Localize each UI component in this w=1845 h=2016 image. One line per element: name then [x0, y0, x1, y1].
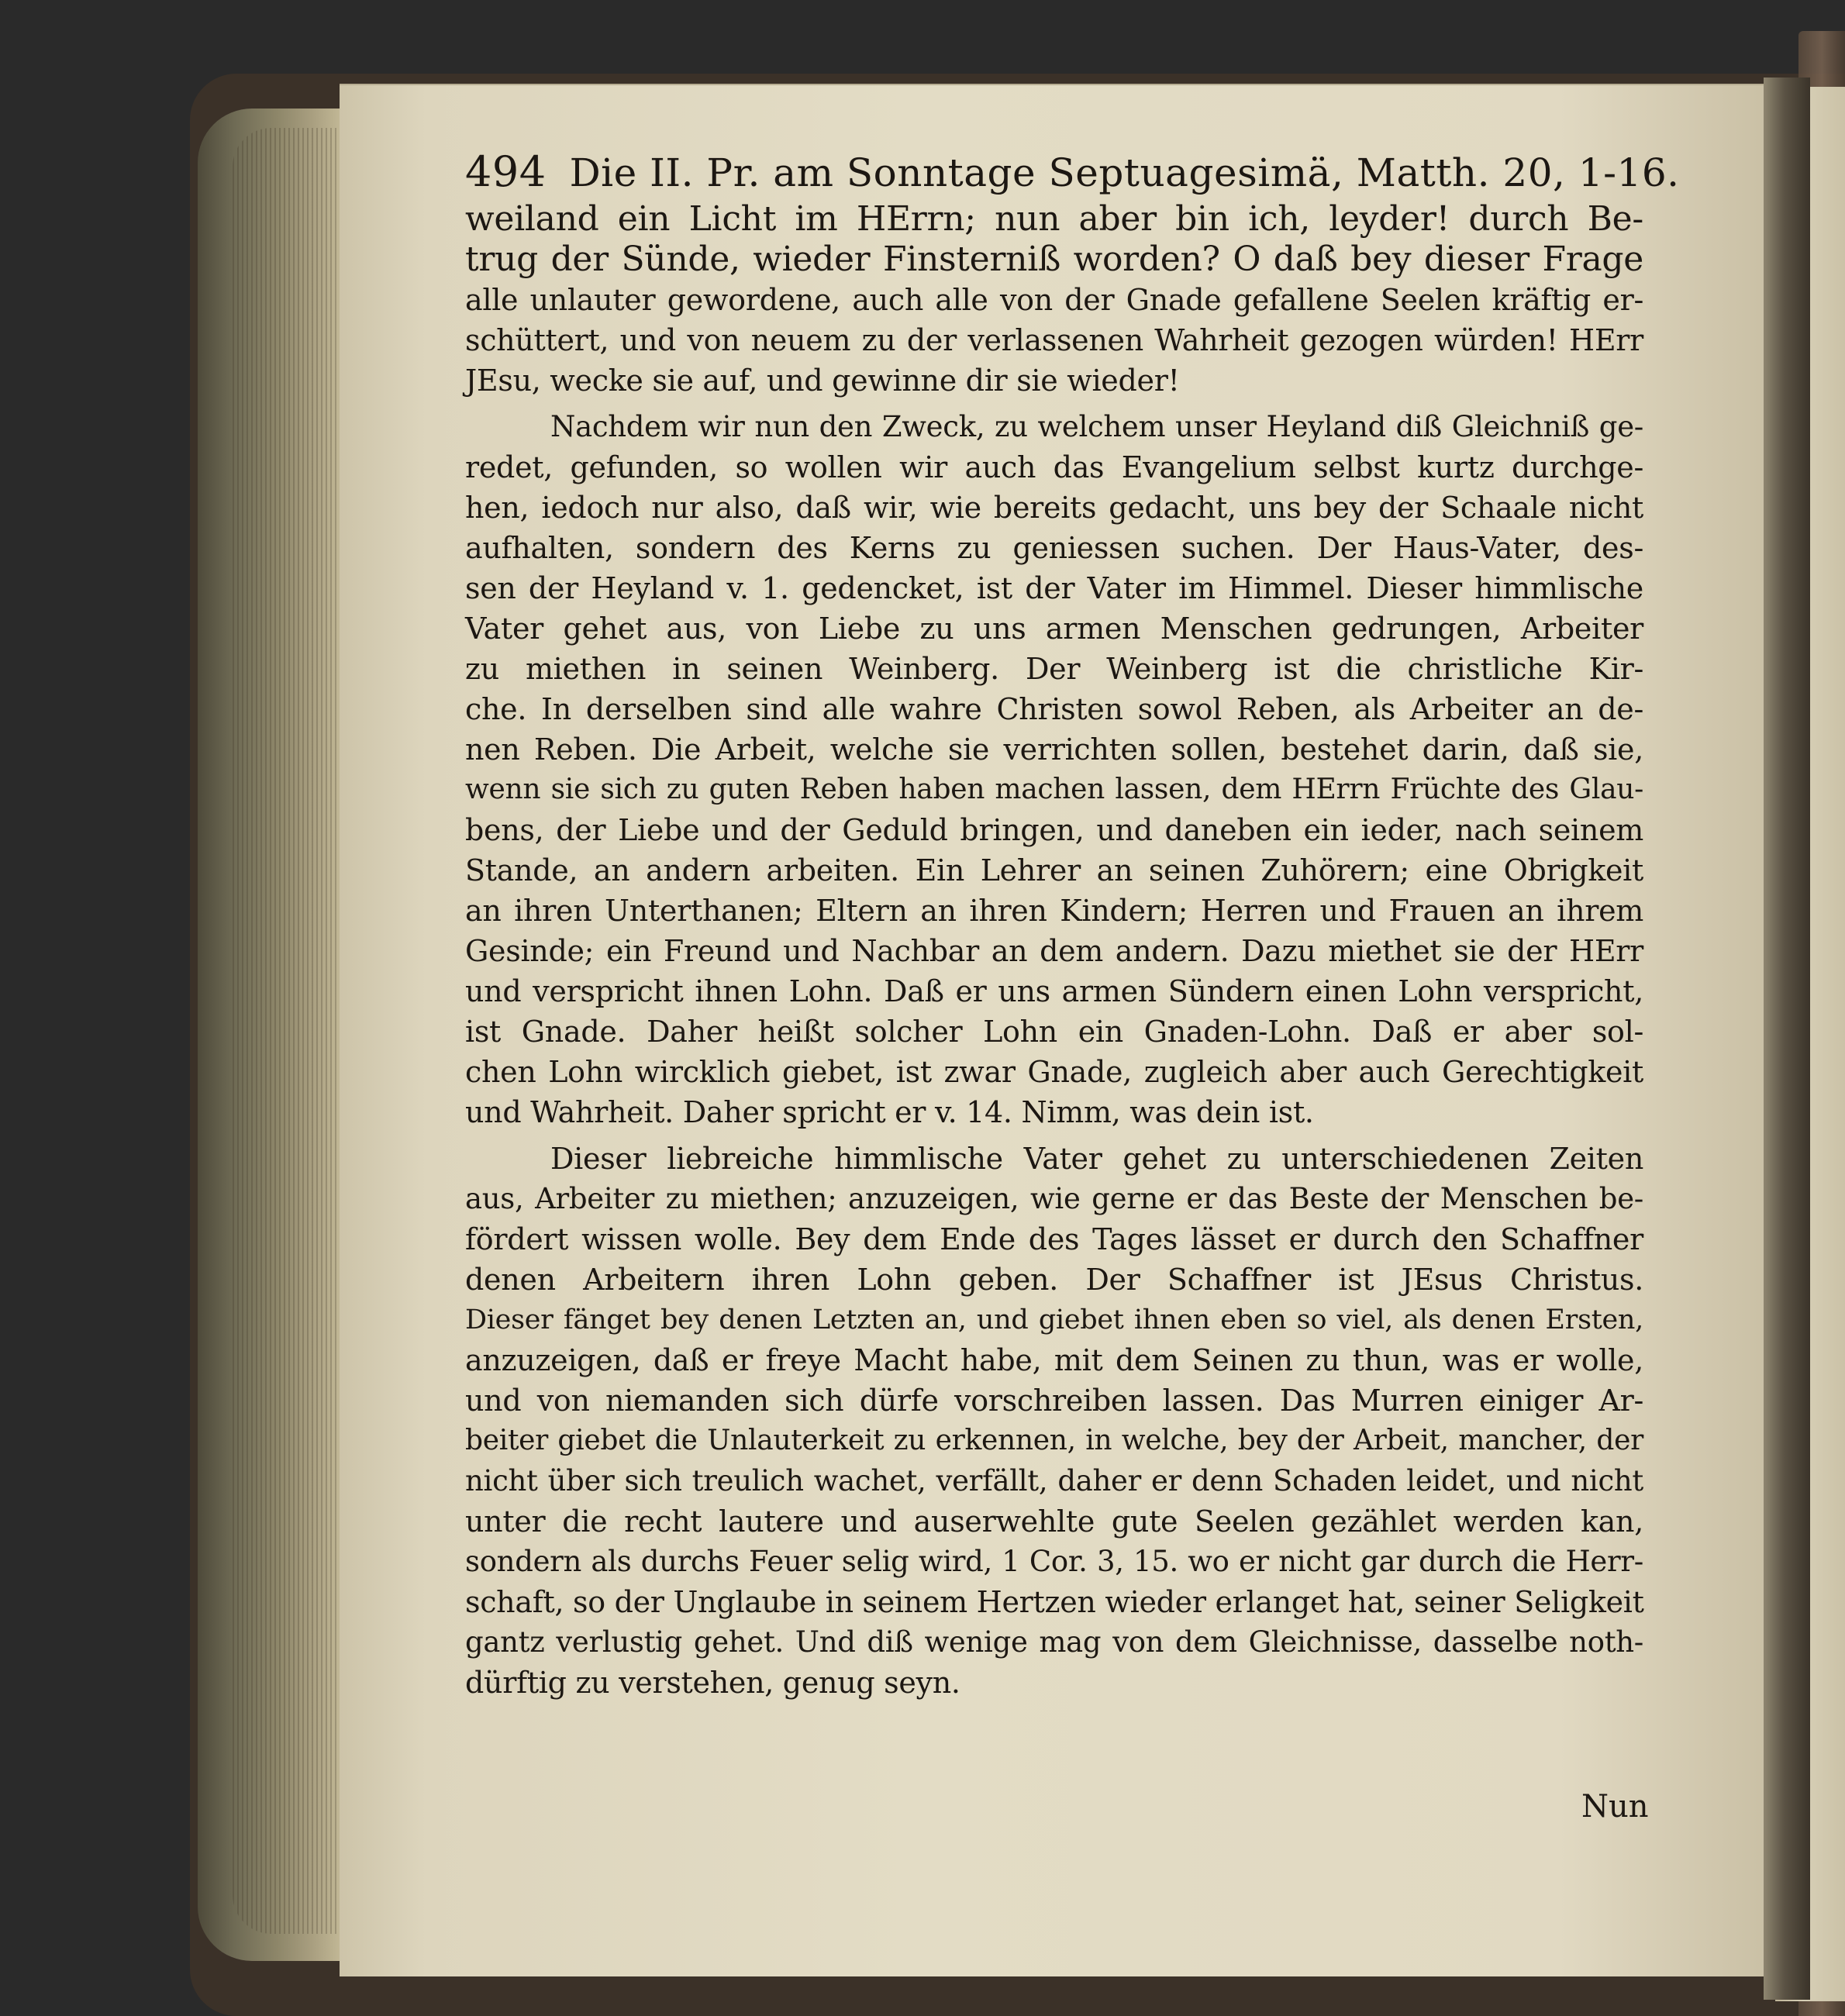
- paragraph: [465, 199, 1643, 401]
- running-head: [465, 147, 1680, 196]
- text-line: Dieser liebreiche himmlische Vater gehet zu unterschiedenen Zeiten: [550, 1142, 1643, 1176]
- catchword: Nun: [1581, 1789, 1649, 1825]
- text-line: Dieser fänget bey denen Letzten an, und giebet ihnen eben so viel, als denen Ersten,: [465, 1304, 1643, 1335]
- text-line: dürftig zu verstehen, genug seyn.: [465, 1666, 960, 1700]
- text-line: redet, gefunden, so wollen wir auch das Evangelium selbst kurtz durchge-: [465, 450, 1643, 484]
- text-line: anzuzeigen, daß er freye Macht habe, mit dem Seinen zu thun, was er wolle,: [465, 1343, 1643, 1377]
- text-line: trug der Sünde, wieder Finsterniß worden? O daß bey dieser Frage: [465, 240, 1643, 279]
- text-line: weiland ein Licht im HErrn; nun aber bin ich, leyder! durch Be-: [465, 199, 1643, 239]
- paragraph: [465, 407, 1643, 1132]
- page-number: 494: [465, 147, 547, 196]
- text-line: wenn sie sich zu guten Reben haben machen lassen, dem HErrn Früchte des Glau-: [465, 774, 1643, 805]
- text-line: schaft, so der Unglaube in seinem Hertzen wieder erlanget hat, seiner Seligkeit: [465, 1585, 1644, 1619]
- text-line: schüttert, und von neuem zu der verlassenen Wahrheit gezogen würden! HErr: [465, 323, 1643, 357]
- page-edge-texture: [233, 128, 337, 1934]
- text-line: und von niemanden sich dürfe vorschreiben lassen. Das Murren einiger Ar-: [465, 1384, 1643, 1418]
- text-line: an ihren Unterthanen; Eltern an ihren Kindern; Herren und Frauen an ihrem: [465, 894, 1643, 928]
- text-line: unter die recht lautere und auserwehlte gute Seelen gezählet werden kan,: [465, 1504, 1643, 1539]
- text-line: Stande, an andern arbeiten. Ein Lehrer an seinen Zuhörern; eine Obrigkeit: [465, 853, 1643, 887]
- text-line: fördert wissen wolle. Bey dem Ende des Tages lässet er durch den Schaffner: [465, 1222, 1643, 1256]
- page-text: [465, 147, 1680, 1703]
- text-line: beiter giebet die Unlauterkeit zu erkennen, in welche, bey der Arbeit, mancher, der: [465, 1425, 1643, 1456]
- text-line: gantz verlustig gehet. Und diß wenige mag von dem Gleichnisse, dasselbe noth-: [465, 1625, 1643, 1659]
- text-line: und Wahrheit. Daher spricht er v. 14. Nimm, was dein ist.: [465, 1095, 1314, 1129]
- text-line: JEsu, wecke sie auf, und gewinne dir sie wieder!: [465, 364, 1180, 398]
- text-line: bens, der Liebe und der Geduld bringen, und daneben ein ieder, nach seinem: [465, 813, 1643, 847]
- text-line: zu miethen in seinen Weinberg. Der Weinberg ist die christliche Kir-: [465, 652, 1643, 686]
- running-title: Die II. Pr. am Sonntage Septuagesimä, Matth. 20, 1-16.: [569, 150, 1680, 195]
- text-line: che. In derselben sind alle wahre Christen sowol Reben, als Arbeiter an de-: [465, 692, 1643, 726]
- text-line: Gesinde; ein Freund und Nachbar an dem andern. Dazu miethet sie der HErr: [465, 934, 1643, 968]
- text-line: hen, iedoch nur also, daß wir, wie bereits gedacht, uns bey der Schaale nicht: [465, 491, 1643, 525]
- text-line: und verspricht ihnen Lohn. Daß er uns armen Sündern einen Lohn verspricht,: [465, 974, 1643, 1008]
- text-line: Vater gehet aus, von Liebe zu uns armen Menschen gedrungen, Arbeiter: [465, 612, 1643, 646]
- text-line: alle unlauter gewordene, auch alle von der Gnade gefallene Seelen kräftig er-: [465, 283, 1643, 317]
- text-line: sondern als durchs Feuer selig wird, 1 Cor. 3, 15. wo er nicht gar durch die Herr-: [465, 1545, 1643, 1578]
- text-line: nicht über sich treulich wachet, verfällt, daher er denn Schaden leidet, und nicht: [465, 1464, 1643, 1497]
- text-line: nen Reben. Die Arbeit, welche sie verrichten sollen, bestehet darin, daß sie,: [465, 732, 1643, 767]
- text-line: aufhalten, sondern des Kerns zu geniessen suchen. Der Haus-Vater, des-: [465, 531, 1643, 565]
- page-gutter: [1764, 78, 1810, 2000]
- text-line: aus, Arbeiter zu miethen; anzuzeigen, wie gerne er das Beste der Menschen be-: [465, 1182, 1643, 1215]
- text-line: ist Gnade. Daher heißt solcher Lohn ein Gnaden-Lohn. Daß er aber sol-: [465, 1015, 1643, 1049]
- text-line: sen der Heyland v. 1. gedencket, ist der Vater im Himmel. Dieser himmlische: [465, 571, 1643, 605]
- text-line: denen Arbeitern ihren Lohn geben. Der Schaffner ist JEsus Christus.: [465, 1263, 1643, 1297]
- text-line: chen Lohn wircklich giebet, ist zwar Gnade, zugleich aber auch Gerechtigkeit: [465, 1055, 1643, 1089]
- paragraph: [465, 1139, 1643, 1703]
- text-line: Nachdem wir nun den Zweck, zu welchem unser Heyland diß Gleichniß ge-: [550, 410, 1643, 443]
